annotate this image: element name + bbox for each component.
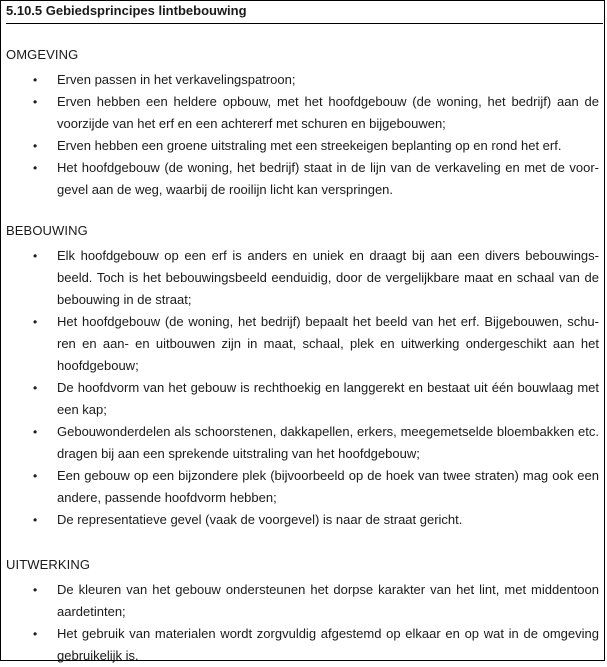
list-item [6, 157, 599, 201]
list-item-text: Een gebouw op een bijzondere plek (bijvoorbeeld op de hoek van twee straten) mag ook een andere, passende hoofdvorm hebben; [57, 468, 599, 505]
section-bebouwing [6, 223, 599, 531]
list-item-text: Het hoofdgebouw (de woning, het bedrijf) bepaalt het beeld van het erf. Bijgebouwen, schu- ren en aan- en uitbouwen zijn in maat, schaal, plek en uitwerking ondergeschikt aan het hoofdgebouw; [57, 314, 599, 373]
bullet-icon: • [33, 381, 38, 395]
section-uitwerking [6, 557, 599, 667]
bullet-icon: • [33, 513, 38, 527]
bullet-icon: • [33, 583, 38, 597]
section-omgeving [6, 47, 599, 201]
list-item [6, 245, 599, 311]
list-item [6, 135, 599, 157]
bullet-list-bebouwing [6, 245, 599, 531]
list-item [6, 509, 599, 531]
bullet-list-uitwerking [6, 579, 599, 667]
list-item [6, 69, 599, 91]
list-item-text: De kleuren van het gebouw ondersteunen het dorpse karakter van het lint, met middentoon aardetinten; [57, 582, 599, 619]
bullet-icon: • [33, 315, 38, 329]
bullet-icon: • [33, 139, 38, 153]
bullet-icon: • [33, 627, 38, 641]
list-item [6, 377, 599, 421]
list-item [6, 91, 599, 135]
list-item-text: Erven passen in het verkavelingspatroon; [57, 72, 296, 87]
bullet-icon: • [33, 95, 38, 109]
section-heading-bebouwing: BEBOUWING [6, 223, 88, 238]
list-item [6, 421, 599, 465]
bullet-icon: • [33, 161, 38, 175]
list-item-text: Gebouwonderdelen als schoorstenen, dakkapellen, erkers, meegemetselde bloembakken etc. dragen bij aan een sprekende uitstraling van het hoofdgebouw; [57, 424, 599, 461]
list-item [6, 311, 599, 377]
list-item [6, 623, 599, 667]
bullet-icon: • [33, 425, 38, 439]
section-heading-uitwerking: UITWERKING [6, 557, 91, 572]
list-item-text: De hoofdvorm van het gebouw is rechthoekig en langgerekt en bestaat uit één bouwlaag met een kap; [57, 380, 599, 417]
list-item-text: Erven hebben een heldere opbouw, met het hoofdgebouw (de woning, het bedrijf) aan de voorzijde van het erf en een achtererf met schuren en bijgebouwen; [57, 94, 599, 131]
list-item-text: Erven hebben een groene uitstraling met een streekeigen beplanting op en rond het erf. [57, 138, 562, 153]
list-item-text: Het hoofdgebouw (de woning, het bedrijf) staat in de lijn van de verkaveling en met de voor- gevel aan de weg, waarbij de rooilijn licht kan verspringen. [57, 160, 599, 197]
bullet-icon: • [33, 469, 38, 483]
list-item [6, 579, 599, 623]
list-item-text: Het gebruik van materialen wordt zorgvuldig afgestemd op elkaar en op wat in de omgeving gebruikelijk is. [57, 626, 599, 663]
list-item-text: De representatieve gevel (vaak de voorgevel) is naar de straat gericht. [57, 512, 463, 527]
list-item [6, 465, 599, 509]
bullet-icon: • [33, 73, 38, 87]
bullet-icon: • [33, 249, 38, 263]
page-title: 5.10.5 Gebiedsprincipes lintbebouwing [6, 2, 603, 24]
section-heading-omgeving: OMGEVING [6, 47, 79, 62]
bullet-list-omgeving [6, 69, 599, 201]
list-item-text: Elk hoofdgebouw op een erf is anders en uniek en draagt bij aan een divers bebouwings- beeld. Toch is het bebouwingsbeeld eenduidig, door de vergelijkbare maat en schaal van de bebouwing in de straat; [57, 248, 599, 307]
